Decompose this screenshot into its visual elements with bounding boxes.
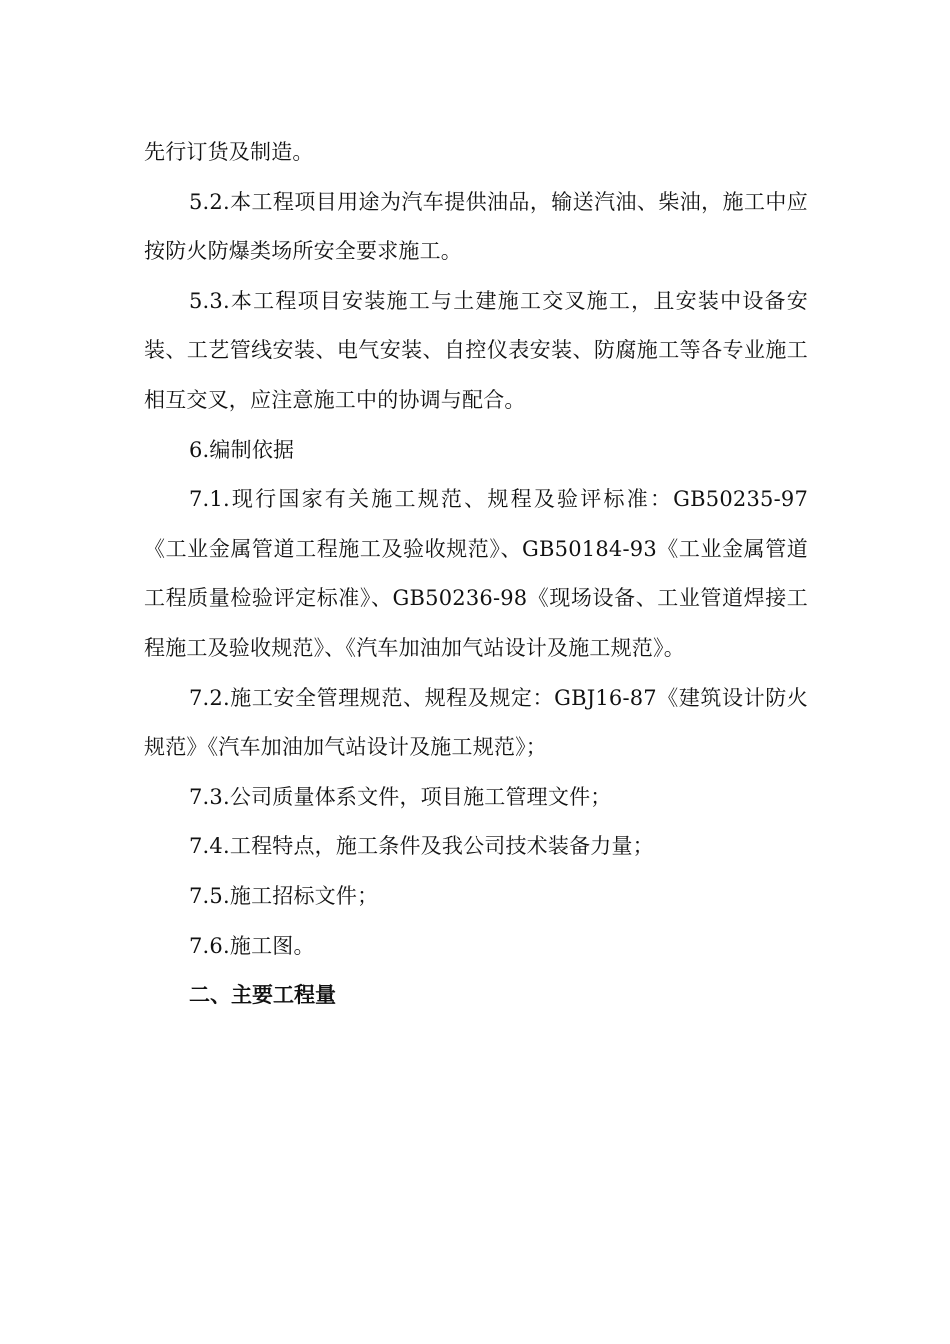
paragraph-7-6: 7.6.施工图。 [189, 933, 315, 958]
document-body [144, 128, 808, 1021]
paragraph-7-5: 7.5.施工招标文件； [189, 883, 379, 908]
paragraph-7-1: 7.1.现行国家有关施工规范、规程及验评标准：GB50235-97《工业金属管道工程施工及验收规范》、GB50184-93《工业金属管道工程质量检验评定标准》、GB50236-98《现场设备、工业管道焊接工程施工及验收规范》、《汽车加油加气站设计及施工规范》。 [144, 487, 808, 660]
paragraph-6: 6.编制依据 [189, 437, 295, 462]
paragraph-5-2: 5.2.本工程项目用途为汽车提供油品，输送汽油、柴油，施工中应按防火防爆类场所安全要求施工。 [144, 189, 808, 264]
paragraph-5-3: 5.3.本工程项目安装施工与土建施工交叉施工，且安装中设备安装、工艺管线安装、电气安装、自控仪表安装、防腐施工等各专业施工相互交叉，应注意施工中的协调与配合。 [144, 288, 808, 412]
paragraph-7-4: 7.4.工程特点，施工条件及我公司技术装备力量； [189, 834, 654, 859]
paragraph-7-3: 7.3.公司质量体系文件，项目施工管理文件； [189, 784, 612, 809]
section-heading: 二、主要工程量 [189, 983, 336, 1008]
paragraph-continuation: 先行订货及制造。 [144, 140, 314, 164]
paragraph-7-2: 7.2.施工安全管理规范、规程及规定：GBJ16-87《建筑设计防火规范》《汽车加油加气站设计及施工规范》； [144, 685, 808, 760]
